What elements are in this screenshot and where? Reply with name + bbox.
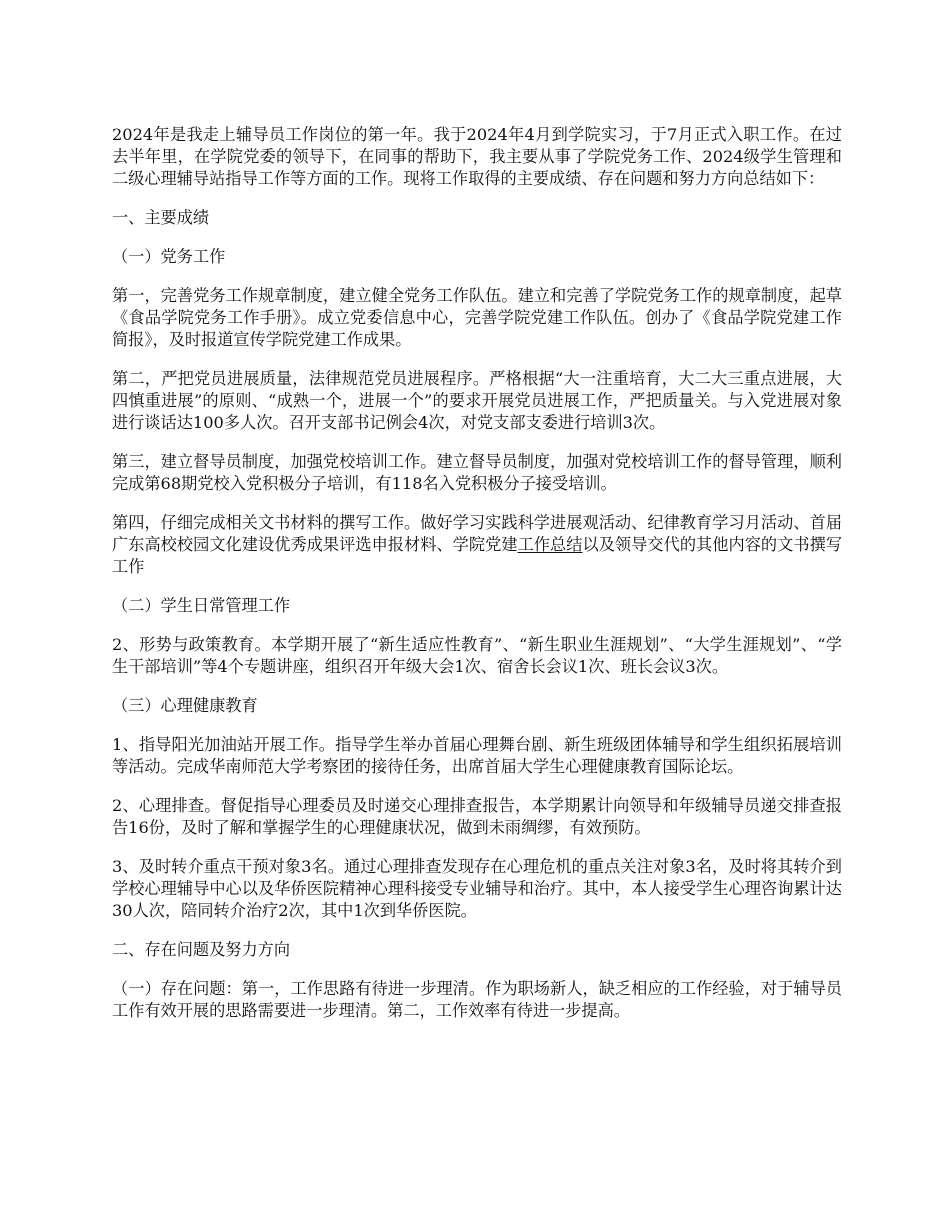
section-heading-achievements: 一、主要成绩 xyxy=(112,208,210,227)
paragraph-psych-screening: 2、心理排查。督促指导心理委员及时递交心理排查报告，本学期累计向领导和年级辅导员递交排查报告16份，及时了解和掌握学生的心理健康状况，做到未雨绸缪，有效预防。 xyxy=(112,796,842,837)
paragraph-documents-text-b: 以及领导交代的其他内容的文书撰写工作 xyxy=(112,535,843,576)
paragraph-documents xyxy=(112,512,842,578)
intro-paragraph: 2024年是我走上辅导员工作岗位的第一年。我于2024年4月到学院实习，于7月正式入职工作。在过去半年里，在学院党委的领导下，在同事的帮助下，我主要从事了学院党务工作、2024级学生管理和二级心理辅导站指导工作等方面的工作。现将工作取得的主要成绩、存在问题和努力方向总结如下： xyxy=(112,125,842,188)
paragraph-supervisor-system: 第三，建立督导员制度，加强党校培训工作。建立督导员制度，加强对党校培训工作的督导管理，顺利完成第68期党校入党积极分子培训，有118名入党积极分子接受培训。 xyxy=(112,452,842,493)
paragraph-problems: （一）存在问题：第一，工作思路有待进一步理清。作为职场新人，缺乏相应的工作经验，对于辅导员工作有效开展的思路需要进一步理清。第二，工作效率有待进一步提高。 xyxy=(112,979,842,1020)
section-heading-problems: 二、存在问题及努力方向 xyxy=(112,940,291,959)
paragraph-member-development: 第二，严把党员进展质量，法律规范党员进展程序。严格根据“大一注重培育，大二大三重点进展，大四慎重进展”的原则、“成熟一个，进展一个”的要求开展党员进展工作，严把质量关。与入党进展对象进行谈话达100多人次。召开支部书记例会4次，对党支部支委进行培训3次。 xyxy=(112,369,842,432)
paragraph-party-rules: 第一，完善党务工作规章制度，建立健全党务工作队伍。建立和完善了学院党务工作的规章制度，起草《食品学院党务工作手册》。成立党委信息中心，完善学院党建工作队伍。创办了《食品学院党建工作简报》，及时报道宣传学院党建工作成果。 xyxy=(112,286,842,349)
paragraph-policy-education: 2、形势与政策教育。本学期开展了“新生适应性教育”、“新生职业生涯规划”、“大学生涯规划”、“学生干部培训”等4个专题讲座，组织召开年级大会1次、宿舍长会议1次、班长会议3次。 xyxy=(112,635,842,676)
paragraph-documents-text-a: 第四，仔细完成相关文书材料的撰写工作。做好学习实践科学进展观活动、纪律教育学习月活动、首届广东高校校园文化建设优秀成果评选申报材料、学院党建 xyxy=(112,513,842,554)
paragraph-referral: 3、及时转介重点干预对象3名。通过心理排查发现存在心理危机的重点关注对象3名，及时将其转介到学校心理辅导中心以及华侨医院精神心理科接受专业辅导和治疗。其中，本人接受学生心理咨询累计达30人次，陪同转介治疗2次，其中1次到华侨医院。 xyxy=(112,857,842,920)
work-summary-link[interactable]: 工作总结 xyxy=(517,535,583,554)
subsection-heading-mental-health: （三）心理健康教育 xyxy=(112,696,258,715)
subsection-heading-party-affairs: （一）党务工作 xyxy=(112,247,226,266)
paragraph-sunshine-station: 1、指导阳光加油站开展工作。指导学生举办首届心理舞台剧、新生班级团体辅导和学生组织拓展培训等活动。完成华南师范大学考察团的接待任务，出席首届大学生心理健康教育国际论坛。 xyxy=(112,735,842,776)
document-page xyxy=(112,124,842,1039)
subsection-heading-student-management: （二）学生日常管理工作 xyxy=(112,596,291,615)
